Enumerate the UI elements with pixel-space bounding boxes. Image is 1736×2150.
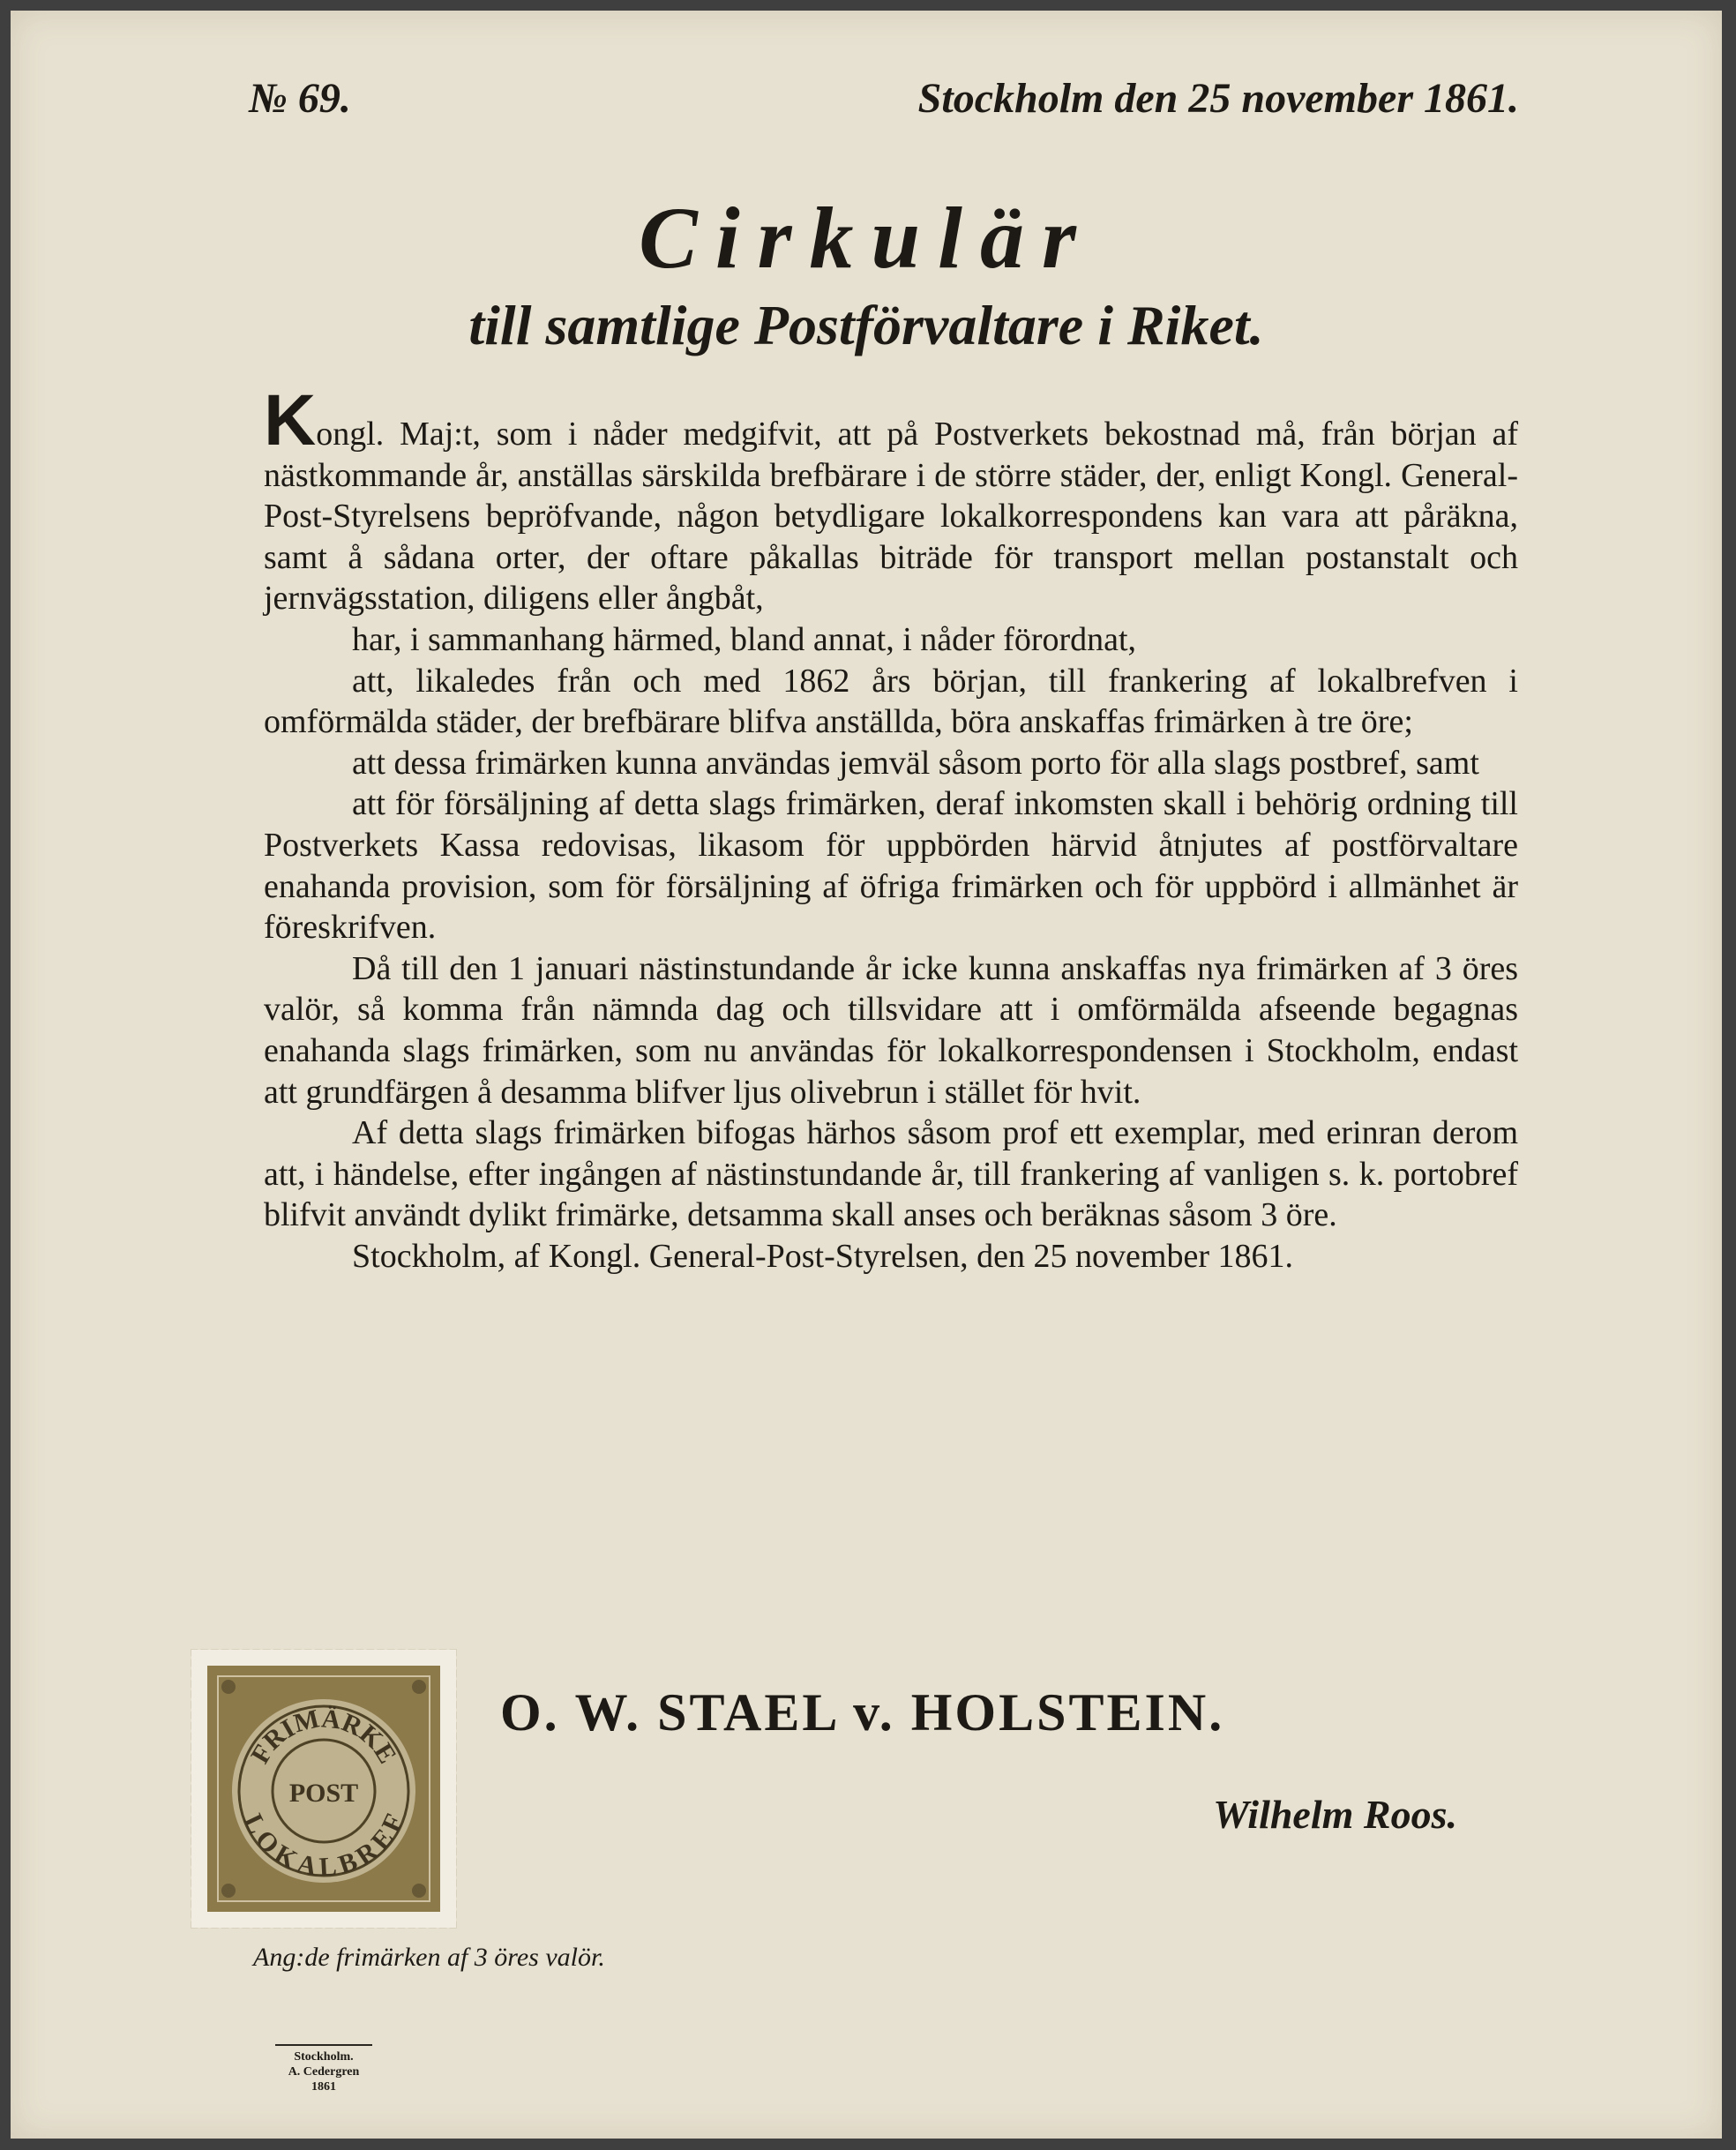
body-text — [264, 380, 1518, 1277]
body-paragraph-7: Af detta slags frimärken bifogas härhos såsom prof ett exemplar, med erinran derom att, i händelse, efter ingången af nästinstundande år, till frankering af vanligen s. k. portobref blifvit användt dylikt frimärke, detsamma skall anses och beräknas såsom 3 öre. — [264, 1114, 1518, 1234]
circular-document — [11, 11, 1722, 2139]
document-subtitle: till samtlige Postförvaltare i Riket. — [468, 294, 1264, 356]
drop-cap: K — [264, 380, 317, 461]
paragraph-text: ongl. Maj:t, som i nåder medgifvit, att på Postverkets bekostnad må, från början af nästkommande år, anställas särskilda brefbärare i de större städer, der, enligt Kongl. General-Post-Styrelsens bepröfvande, någon betydligare lokalkorrespondens kan vara att påräkna, samt å sådana orter, der oftare påkallas biträde för transport mellan postanstalt och jernvägsstation, diligens eller ångbåt, — [264, 416, 1518, 618]
document-number: № 69. — [249, 75, 351, 122]
stamp-top-text: FRIMÄRKE — [245, 1704, 402, 1769]
stamp-center-text: POST — [288, 1779, 359, 1808]
signature-secondary: Wilhelm Roos. — [1213, 1792, 1457, 1837]
printer-year: 1861 — [311, 2080, 336, 2094]
body-paragraph-6: Då till den 1 januari nästinstundande år icke kunna anskaffas nya frimärken af 3 öres valör, så komma från nämnda dag och tillsvidare att i omförmälda afseende begagnas enahanda slags frimärken, som nu användas för lokalkorrespondensen i Stockholm, endast att grundfärgen å desamma blifver ljus olivebrun i stället för hvit. — [264, 949, 1518, 1111]
dateline: Stockholm den 25 november 1861. — [917, 75, 1519, 122]
signature-main: O. W. STAEL v. HOLSTEIN. — [500, 1683, 1225, 1742]
postage-stamp — [191, 1650, 456, 1928]
closing-line: Stockholm, af Kongl. General-Post-Styrelsen, den 25 november 1861. — [352, 1237, 1293, 1275]
printer-imprint — [275, 2044, 372, 2094]
stamp-bottom-text: LOKALBREF — [237, 1809, 410, 1883]
body-paragraph-4: att dessa frimärken kunna användas jemväl såsom porto för alla slags postbref, samt — [352, 744, 1479, 782]
printer-city: Stockholm. — [294, 2050, 354, 2064]
printer-name: A. Cedergren — [288, 2065, 360, 2079]
body-paragraph-5: att för försäljning af detta slags frimärken, deraf inkomsten skall i behörig ordning till Postverkets Kassa redovisas, likasom för uppbörden härvid åtnjutes af postförvaltare enahanda provision, som för försäljning af öfriga frimärken och för uppbörd i allmänhet är föreskrifven. — [264, 785, 1518, 947]
body-paragraph-2: har, i sammanhang härmed, bland annat, i nåder förordnat, — [352, 620, 1137, 658]
stamp-footnote: Ang:de frimärken af 3 öres valör. — [253, 1943, 605, 1972]
body-paragraph-1 — [264, 380, 1518, 619]
document-title: Cirkulär — [639, 189, 1094, 287]
stamp-artwork — [191, 1650, 456, 1928]
body-paragraph-3: att, likaledes från och med 1862 års början, till frankering af lokalbrefven i omförmälda städer, der brefbärare blifva anställda, böra anskaffas frimärken à tre öre; — [264, 662, 1518, 741]
